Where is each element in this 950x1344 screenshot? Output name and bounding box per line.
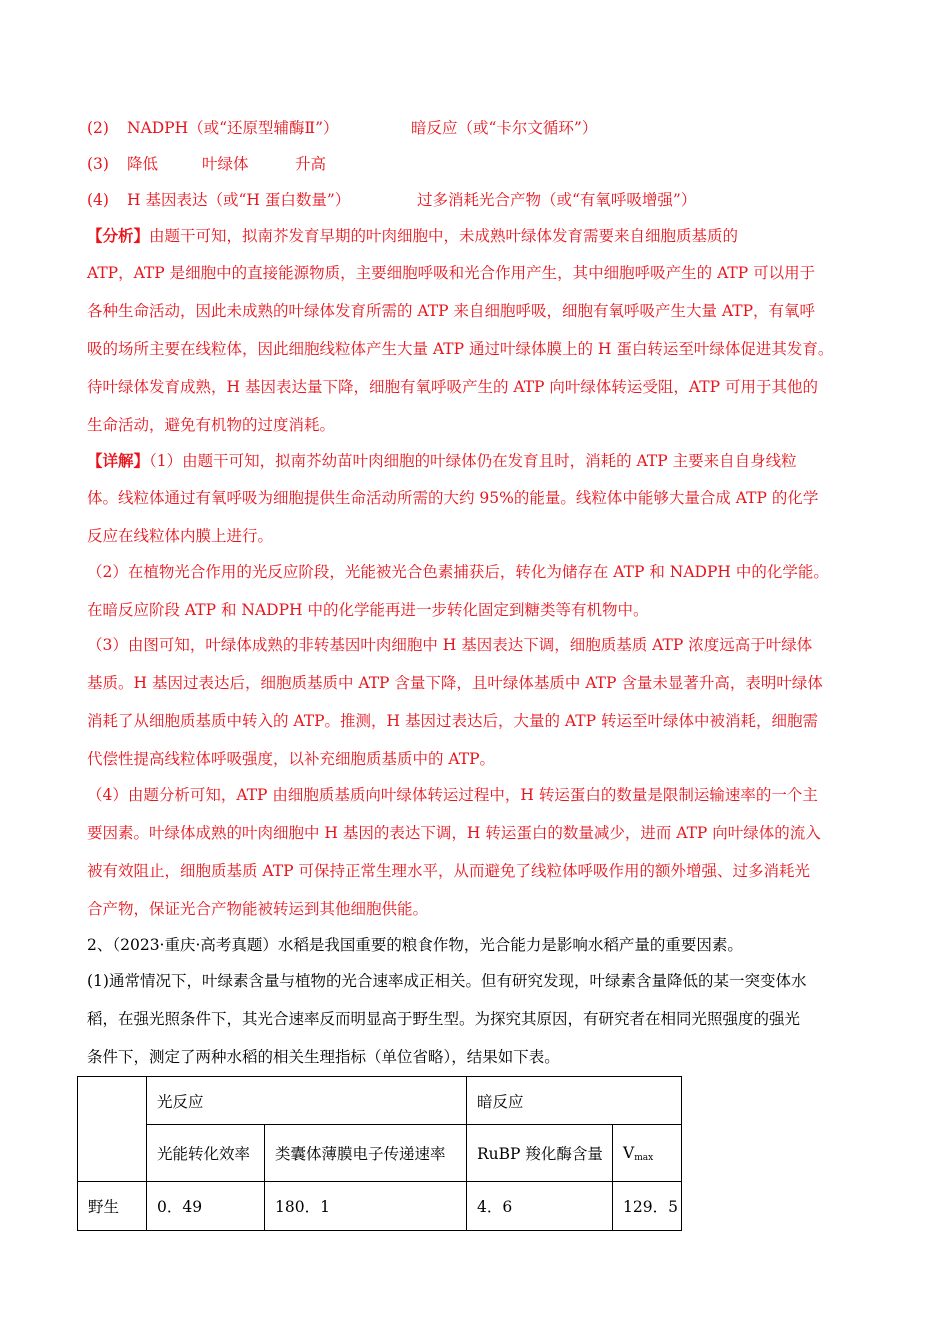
- answer-4-part-2: 过多消耗光合产物（或“有氧呼吸增强”）: [417, 191, 697, 209]
- table-group-dark-reaction: 暗反应: [467, 1077, 682, 1125]
- detail-line: 代偿性提高线粒体呼吸强度，以补充细胞质基质中的 ATP。: [87, 750, 496, 768]
- analysis-line: 待叶绿体发育成熟，H 基因表达量下降，细胞有氧呼吸产生的 ATP 向叶绿体转运受阻，ATP 可用于其他的: [87, 378, 818, 396]
- answer-2-part-2: 暗反应（或“卡尔文循环”）: [411, 119, 598, 137]
- answer-3-part-2: 叶绿体: [202, 155, 249, 173]
- analysis-tag: 【分析】: [87, 226, 150, 245]
- answer-4-part-1: H 基因表达（或“H 蛋白数量”）: [127, 191, 351, 209]
- analysis-line: 吸的场所主要在线粒体，因此细胞线粒体产生大量 ATP 通过叶绿体膜上的 H 蛋白转运至叶绿体促进其发育。: [87, 340, 834, 358]
- detail-line: 被有效阻止，细胞质基质 ATP 可保持正常生理水平，从而避免了线粒体呼吸作用的额外增强、过多消耗光: [87, 862, 810, 880]
- table-row-label: 野生: [78, 1182, 147, 1231]
- table-header-vmax: $V_{max}$: [613, 1125, 682, 1182]
- question-2-line: (1)通常情况下，叶绿素含量与植物的光合速率成正相关。但有研究发现，叶绿素含量降低的某一突变体水: [87, 972, 807, 990]
- answer-2-part-1: NADPH（或“还原型辅酶Ⅱ”）: [127, 119, 339, 137]
- table-corner-cell: [78, 1077, 147, 1182]
- detail-line: 要因素。叶绿体成熟的叶肉细胞中 H 基因的表达下调，H 转运蛋白的数量减少，进而 ATP 向叶绿体的流入: [87, 824, 821, 842]
- analysis-line: ATP，ATP 是细胞中的直接能源物质，主要细胞呼吸和光合作用产生，其中细胞呼吸产生的 ATP 可以用于: [87, 264, 816, 282]
- detail-line: 反应在线粒体内膜上进行。: [87, 527, 274, 545]
- results-table: [77, 1076, 682, 1231]
- answer-3-part-3: 升高: [295, 155, 327, 173]
- analysis-line: 各种生命活动，因此未成熟的叶绿体发育所需的 ATP 来自细胞呼吸，细胞有氧呼吸产生大量 ATP，有氧呼: [87, 302, 816, 320]
- table-cell: 0．49: [147, 1182, 265, 1231]
- detail-line: 在暗反应阶段 ATP 和 NADPH 中的化学能再进一步转化固定到糖类等有机物中。: [87, 601, 649, 619]
- detail-line: （4）由题分析可知，ATP 由细胞质基质向叶绿体转运过程中，H 转运蛋白的数量是限制运输速率的一个主: [87, 786, 818, 804]
- question-2-line: 条件下，测定了两种水稻的相关生理指标（单位省略），结果如下表。: [87, 1048, 560, 1066]
- answer-2-number: (2): [87, 119, 109, 137]
- answer-4-number: (4): [87, 191, 109, 209]
- table-header-cell: RuBP 羧化酶含量: [467, 1125, 613, 1182]
- answer-3-part-1: 降低: [127, 155, 159, 173]
- analysis-line: 生命活动，避免有机物的过度消耗。: [87, 416, 336, 434]
- question-2-line: 稻，在强光照条件下，其光合速率反而明显高于野生型。为探究其原因，有研究者在相同光照强度的强光: [87, 1010, 801, 1028]
- table-header-cell: 类囊体薄膜电子传递速率: [265, 1125, 467, 1182]
- table-group-light-reaction: 光反应: [147, 1077, 467, 1125]
- table-cell: 129．5: [613, 1182, 682, 1231]
- detail-line: 合产物，保证光合产物能被转运到其他细胞供能。: [87, 900, 429, 918]
- detail-line: （2）在植物光合作用的光反应阶段，光能被光合色素捕获后，转化为储存在 ATP 和 NADPH 中的化学能。: [87, 563, 829, 581]
- answer-3-number: (3): [87, 155, 109, 173]
- detail-line: 【详解】（1）由题干可知，拟南芥幼苗叶肉细胞的叶绿体仍在发育且时，消耗的 ATP 主要来自自身线粒: [87, 451, 797, 470]
- detail-line: 基质。H 基因过表达后，细胞质基质中 ATP 含量下降，且叶绿体基质中 ATP 含量未显著升高，表明叶绿体: [87, 674, 823, 692]
- detail-line: 体。线粒体通过有氧呼吸为细胞提供生命活动所需的大约 95%的能量。线粒体中能够大量合成 ATP 的化学: [87, 489, 819, 507]
- question-2-intro: 2、（2023·重庆·高考真题）水稻是我国重要的粮食作物，光合能力是影响水稻产量的重要因素。: [87, 936, 743, 954]
- analysis-line: 【分析】由题干可知，拟南芥发育早期的叶肉细胞中，未成熟叶绿体发育需要来自细胞质基质的: [87, 226, 739, 245]
- table-header-cell: 光能转化效率: [147, 1125, 265, 1182]
- detail-line: （3）由图可知，叶绿体成熟的非转基因叶肉细胞中 H 基因表达下调，细胞质基质 ATP 浓度远高于叶绿体: [87, 636, 813, 654]
- table-cell: 180．1: [265, 1182, 467, 1231]
- detail-line: 消耗了从细胞质基质中转入的 ATP。推测，H 基因过表达后，大量的 ATP 转运至叶绿体中被消耗，细胞需: [87, 712, 818, 730]
- detail-tag: 【详解】: [87, 451, 150, 470]
- table-cell: 4．6: [467, 1182, 613, 1231]
